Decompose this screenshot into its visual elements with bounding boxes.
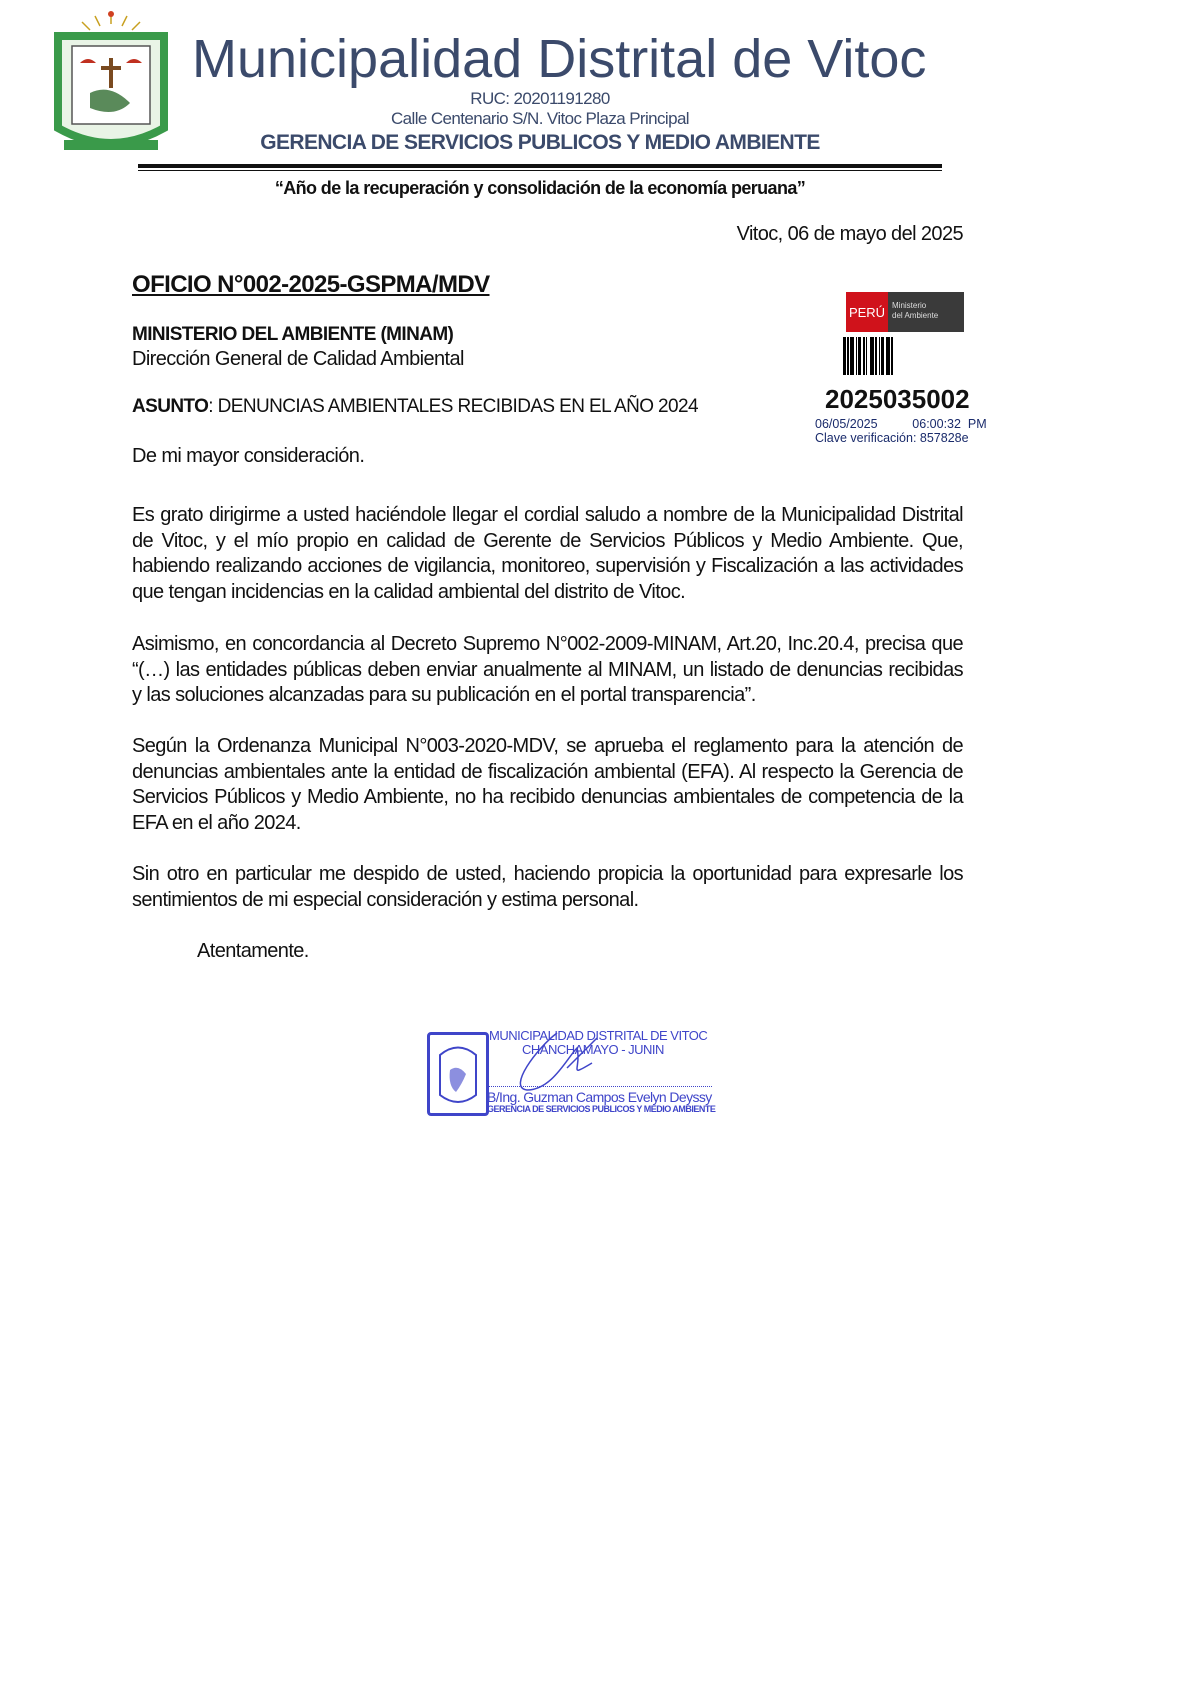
body-paragraph: Es grato dirigirme a usted haciéndole llegar el cordial saludo a nombre de la Municipalidad Distrital de Vitoc, y el mío propio en calidad de Gerente de Servicios Públicos y Medio Ambiente. Que, habiendo realizando acciones de vigilancia, monitoreo, supervisión y Fiscalización a las actividades que tengan incidencias en la calidad ambiental del distrito de Vitoc. (132, 504, 963, 604)
header-divider-thin (138, 170, 942, 171)
recipient-name: MINISTERIO DEL AMBIENTE (MINAM) (132, 324, 454, 345)
year-motto: “Año de la recuperación y consolidación de la economía peruana” (274, 178, 806, 198)
ministry-label: Ministerio del Ambiente (892, 301, 939, 320)
closing: Atentamente. (197, 940, 309, 962)
signer-name: B/Ing. Guzman Campos Evelyn Deyssy (487, 1086, 712, 1105)
institution-title: Municipalidad Distrital de Vitoc (192, 29, 927, 89)
subject-label: ASUNTO (132, 396, 209, 417)
seal-line-1: MUNICIPALIDAD DISTRITAL DE VITOC (489, 1028, 708, 1043)
seal-emblem-icon (427, 1032, 489, 1116)
peru-label: PERÚ (846, 292, 888, 332)
verification-key: Clave verificación: 857828e (815, 431, 969, 445)
body-paragraph: Según la Ordenanza Municipal N°003-2020-MDV, se aprueba el reglamento para la atención de denuncias ambientales ante la entidad de fiscalización ambiental (EFA). Al respecto la Gerencia de Servicios Públicos y Medio Ambiente, no ha recibido denuncias ambientales de competencia de la EFA en el año 2024. (132, 735, 963, 835)
barcode (843, 337, 983, 375)
subject-line (132, 396, 698, 418)
recipient-office: Dirección General de Calidad Ambiental (132, 348, 464, 370)
seal-line-2: CHANCHAMAYO - JUNIN (522, 1042, 664, 1057)
barcode-bar (893, 337, 896, 375)
registration-code: 2025035002 (825, 384, 970, 414)
subject-text: : DENUNCIAS AMBIENTALES RECIBIDAS EN EL AÑO 2024 (208, 396, 698, 417)
letter-date: Vitoc, 06 de mayo del 2025 (736, 223, 963, 245)
body-paragraph: Asimismo, en concordancia al Decreto Supremo N°002-2009-MINAM, Art.20, Inc.20.4, precisa que “(…) las entidades públicas deben enviar anualmente al MINAM, un listado de denuncias recibidas y las soluciones alcanzadas para su publicación en el portal transparencia”. (132, 633, 963, 707)
department-name: GERENCIA DE SERVICIOS PUBLICOS Y MEDIO AMBIENTE (260, 131, 820, 154)
greeting: De mi mayor consideración. (132, 445, 365, 467)
reception-datetime: 06/05/2025 06:00:32 PM (815, 417, 987, 431)
ruc-number: RUC: 20201191280 (470, 89, 610, 108)
minam-logo (846, 292, 964, 332)
body-paragraph: Sin otro en particular me despido de usted, haciendo propicia la oportunidad para expresarle los sentimientos de mi especial consideración y estima personal. (132, 863, 963, 911)
header-divider (138, 164, 942, 168)
signer-department: GERENCIA DE SERVICIOS PUBLICOS Y MEDIO AMBIENTE (487, 1104, 716, 1114)
signature-seal (427, 1028, 716, 1118)
document-number: OFICIO N°002-2025-GSPMA/MDV (132, 271, 490, 298)
address: Calle Centenario S/N. Vitoc Plaza Principal (391, 109, 689, 128)
